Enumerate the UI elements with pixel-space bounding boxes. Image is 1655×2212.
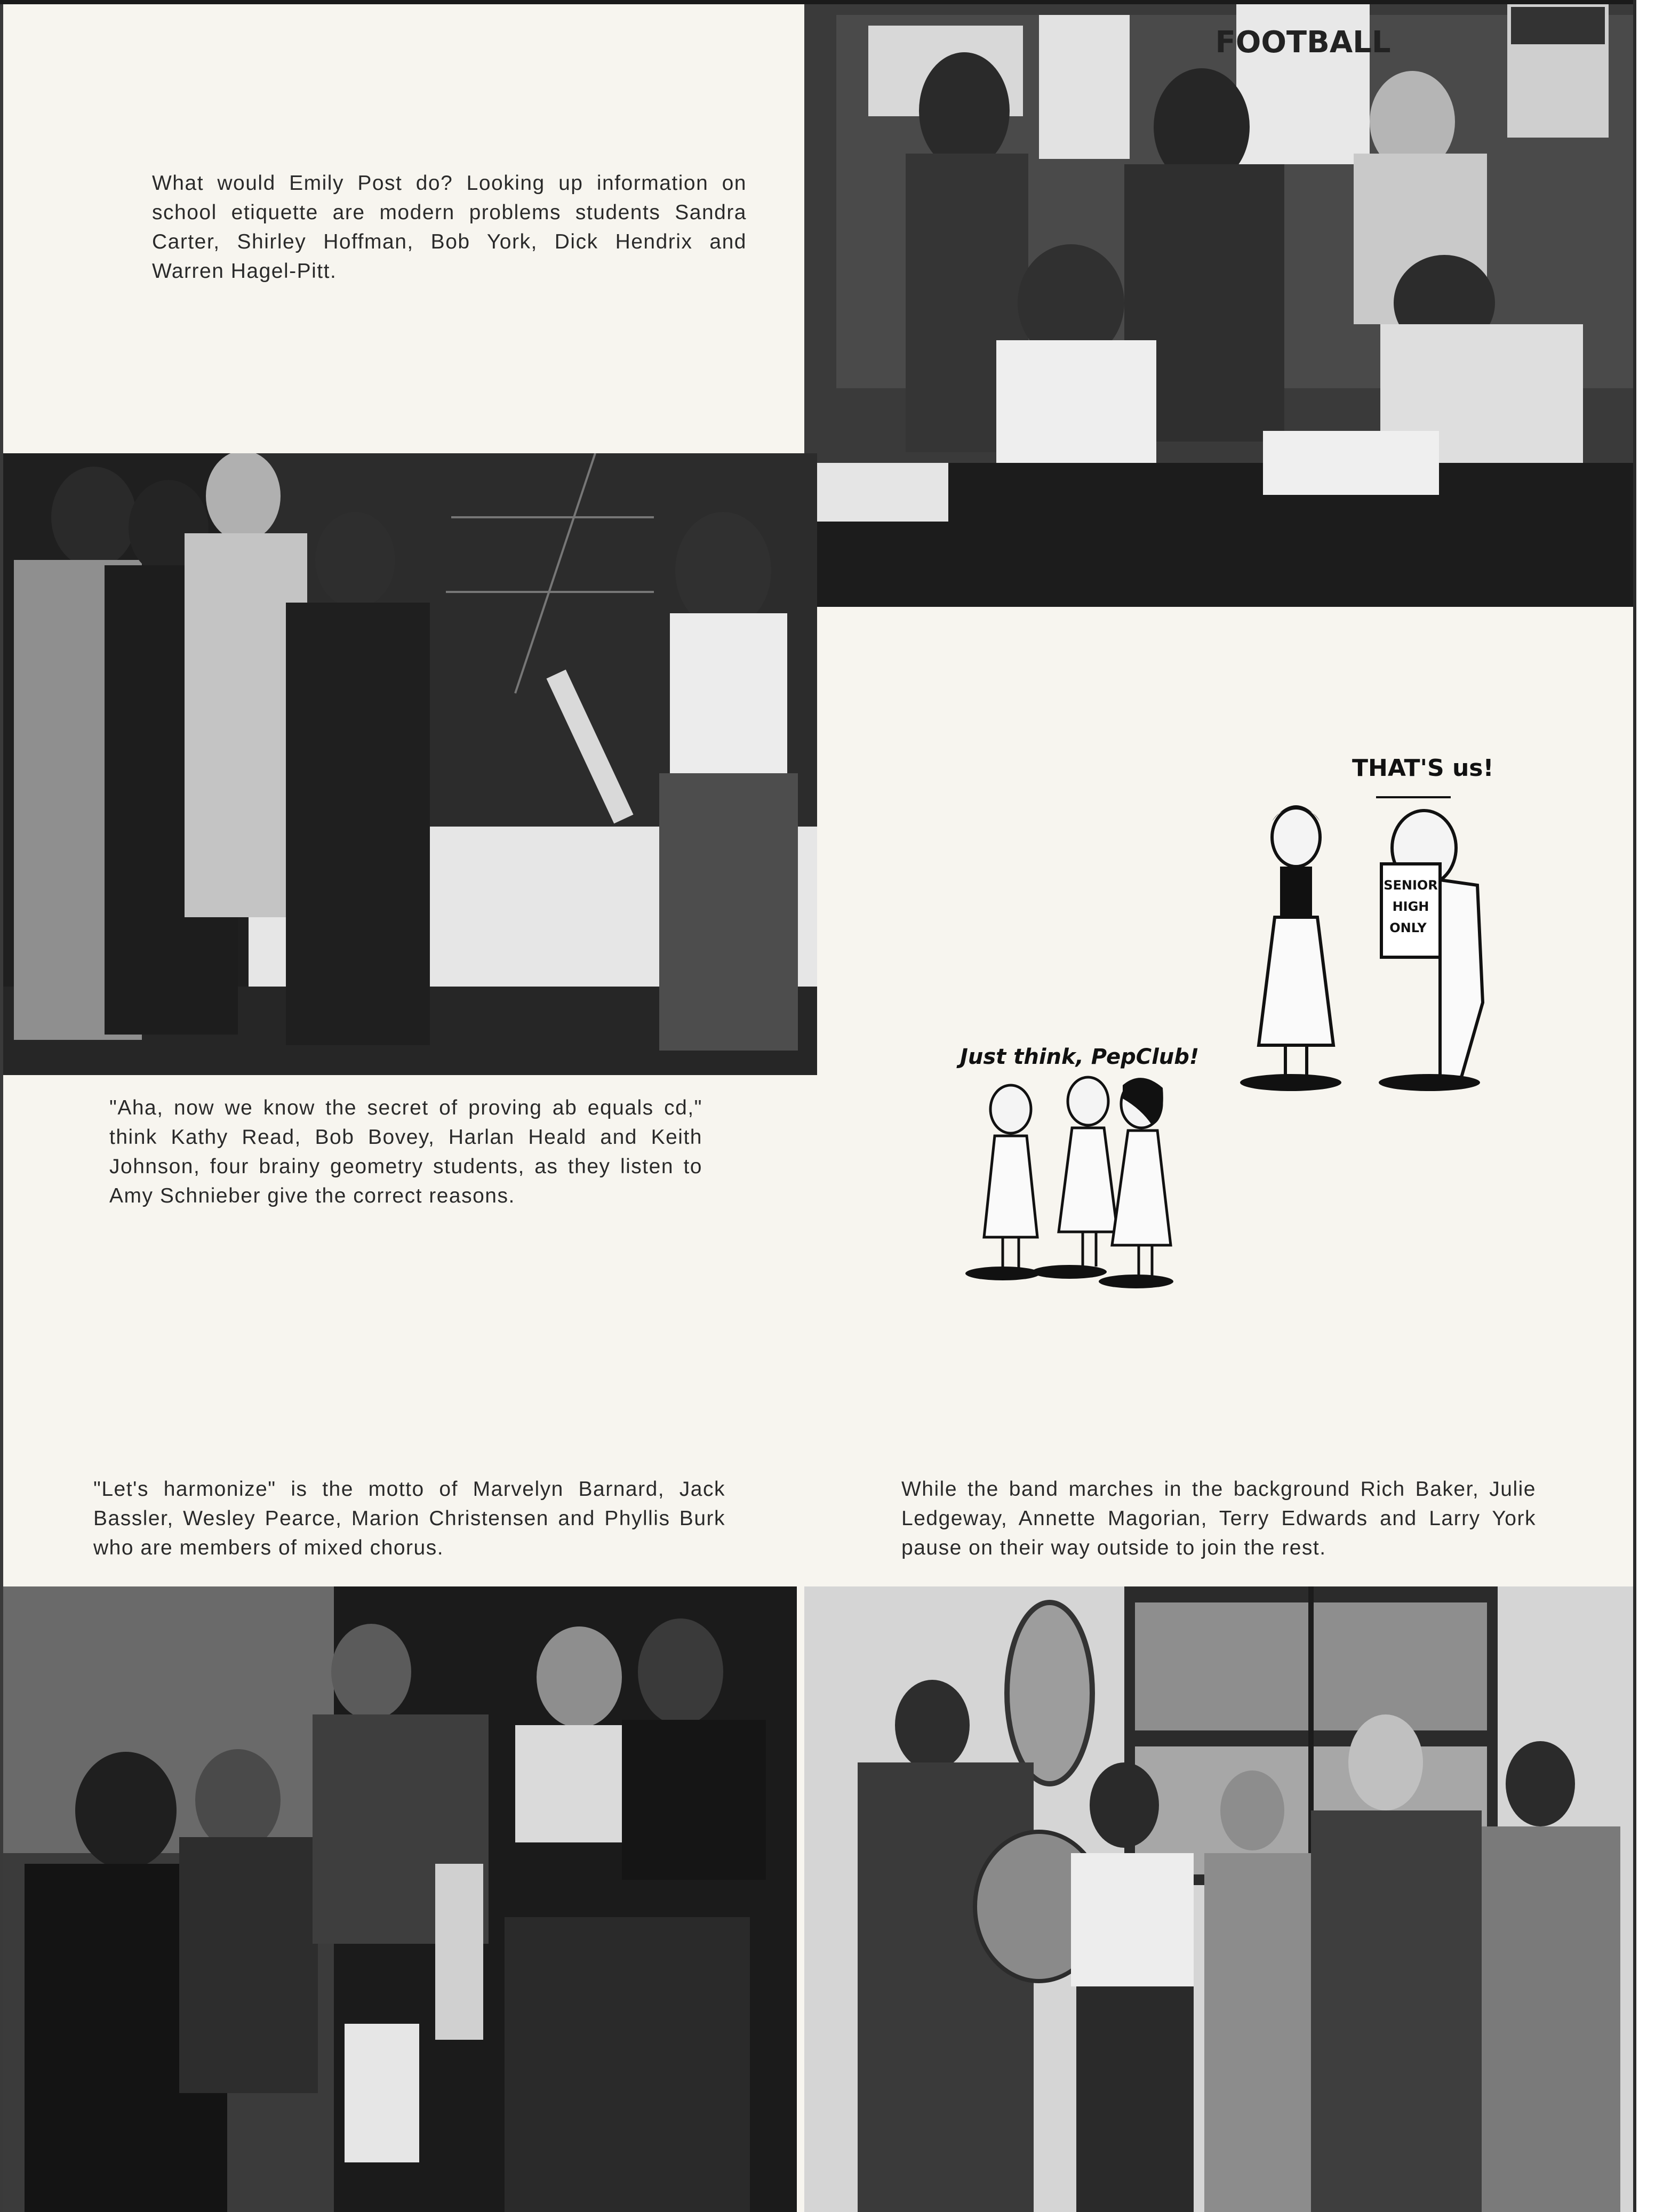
photo-etiquette-students	[804, 4, 1633, 607]
cartoon-sign-line-1: SENIOR	[1384, 878, 1438, 893]
caption-etiquette: What would Emily Post do? Looking up information on school etiquette are modern problems students Sandra Carter, Shirley Hoffman, Bob York, Dick Hendrix and Warren Hagel-Pitt.	[152, 172, 747, 283]
caption-band: While the band marches in the background Rich Baker, Julie Ledgeway, Annette Magorian, Terry Edwards and Larry York pause on their way outside to join the rest.	[901, 1478, 1536, 1559]
photo-geometry-students	[3, 453, 817, 1075]
caption-geometry: "Aha, now we know the secret of proving ab equals cd," think Kathy Read, Bob Bovey, Harlan Heald and Keith Johnson, four brainy geometry students, as they listen to Amy Schnieber give the correct reasons.	[109, 1096, 702, 1207]
cartoon-sign-line-3: ONLY	[1389, 920, 1427, 935]
cartoon-speech-bottom: Just think, PepClub!	[960, 1045, 1200, 1069]
page-edge-top	[0, 0, 1655, 4]
photo-band-members	[804, 1586, 1636, 2212]
cartoon-illustration	[928, 757, 1547, 1301]
caption-chorus: "Let's harmonize" is the motto of Marvelyn Barnard, Jack Bassler, Wesley Pearce, Marion Christensen and Phyllis Burk who are members of mixed chorus.	[93, 1478, 725, 1559]
page-edge-right	[1636, 0, 1655, 2212]
photo-mixed-chorus	[3, 1586, 797, 2212]
cartoon-speech-top: THAT'S us!	[1352, 757, 1494, 782]
cartoon-sign-line-2: HIGH	[1392, 899, 1429, 914]
football-poster-text: FOOTBALL	[1215, 25, 1391, 60]
